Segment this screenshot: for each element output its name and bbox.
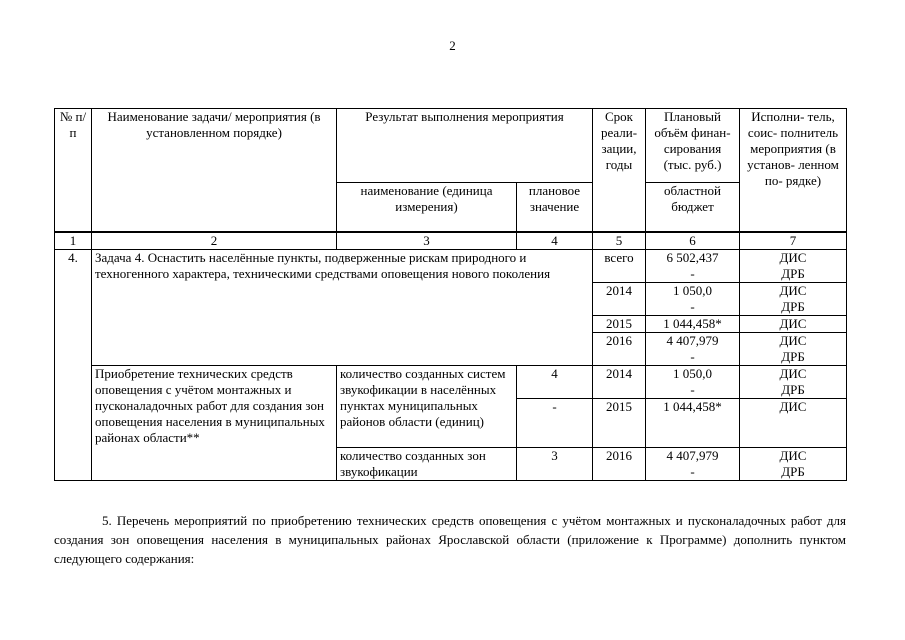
task-text: Задача 4. Оснастить населённые пункты, подверженные рискам природного и техногенного характера, техническими средствами оповещения нового поколения xyxy=(92,250,593,366)
program-table xyxy=(54,108,847,481)
activity-executor: ДИС ДРБ xyxy=(740,366,847,399)
activity-executor: ДИС xyxy=(740,399,847,448)
header-term: Срок реали- зации, годы xyxy=(593,109,646,233)
header-volume: Плановый объём финан- сирования (тыс. руб.) xyxy=(646,109,740,183)
task-year: 2016 xyxy=(593,333,646,366)
activity-number-empty xyxy=(55,366,92,481)
activity-year: 2014 xyxy=(593,366,646,399)
header-result-value: плановое значение xyxy=(517,182,593,232)
col-number-7: 7 xyxy=(740,232,847,250)
header-result: Результат выполнения мероприятия xyxy=(337,109,593,183)
col-number-5: 5 xyxy=(593,232,646,250)
activity-sum: 1 050,0 - xyxy=(646,366,740,399)
header-task-name: Наименование задачи/ мероприятия (в установленном порядке) xyxy=(92,109,337,233)
activity-text: Приобретение технических средств оповещения с учётом монтажных и пусконаладочных работ для создания зон оповещения населения в муниципальных районах области** xyxy=(92,366,337,481)
activity-sum: 1 044,458* xyxy=(646,399,740,448)
task-executor: ДИС ДРБ xyxy=(740,283,847,316)
column-numbers-row xyxy=(55,232,847,250)
task-sum: 1 044,458* xyxy=(646,316,740,333)
activity-result1-name: количество созданных систем звукофикации в населённых пунктах муниципальных районов области (единиц) xyxy=(337,366,517,448)
header-num: № п/п xyxy=(55,109,92,233)
header-volume-sub: областной бюджет xyxy=(646,182,740,232)
task-year: всего xyxy=(593,250,646,283)
activity-value: - xyxy=(517,399,593,448)
activity-year: 2015 xyxy=(593,399,646,448)
col-number-1: 1 xyxy=(55,232,92,250)
task-executor: ДИС xyxy=(740,316,847,333)
header-executor: Исполни- тель, соис- полнитель мероприятия (в установ- ленном по- рядке) xyxy=(740,109,847,233)
task-sum: 4 407,979 - xyxy=(646,333,740,366)
task-number: 4. xyxy=(55,250,92,366)
activity-value: 4 xyxy=(517,366,593,399)
activity-sum: 4 407,979 - xyxy=(646,448,740,481)
task-sum: 6 502,437 - xyxy=(646,250,740,283)
task-executor: ДИС ДРБ xyxy=(740,250,847,283)
task-year: 2014 xyxy=(593,283,646,316)
col-number-6: 6 xyxy=(646,232,740,250)
page-number: 2 xyxy=(449,38,456,53)
activity-executor: ДИС ДРБ xyxy=(740,448,847,481)
header-row-1 xyxy=(55,109,847,183)
header-result-name: наименование (единица измерения) xyxy=(337,182,517,232)
table-row xyxy=(55,250,847,283)
activity-year: 2016 xyxy=(593,448,646,481)
activity-result2-name: количество созданных зон звукофикации xyxy=(337,448,517,481)
col-number-3: 3 xyxy=(337,232,517,250)
body-paragraph: 5. Перечень мероприятий по приобретению технических средств оповещения с учётом монтажных и пусконаладочных работ для создания зон оповещения населения в муниципальных районах Ярославской области (приложение к Программе) дополнить пунктом следующего содержания: xyxy=(54,513,846,566)
task-executor: ДИС ДРБ xyxy=(740,333,847,366)
col-number-2: 2 xyxy=(92,232,337,250)
task-year: 2015 xyxy=(593,316,646,333)
table-row xyxy=(55,366,847,399)
task-sum: 1 050,0 - xyxy=(646,283,740,316)
activity-value: 3 xyxy=(517,448,593,481)
col-number-4: 4 xyxy=(517,232,593,250)
